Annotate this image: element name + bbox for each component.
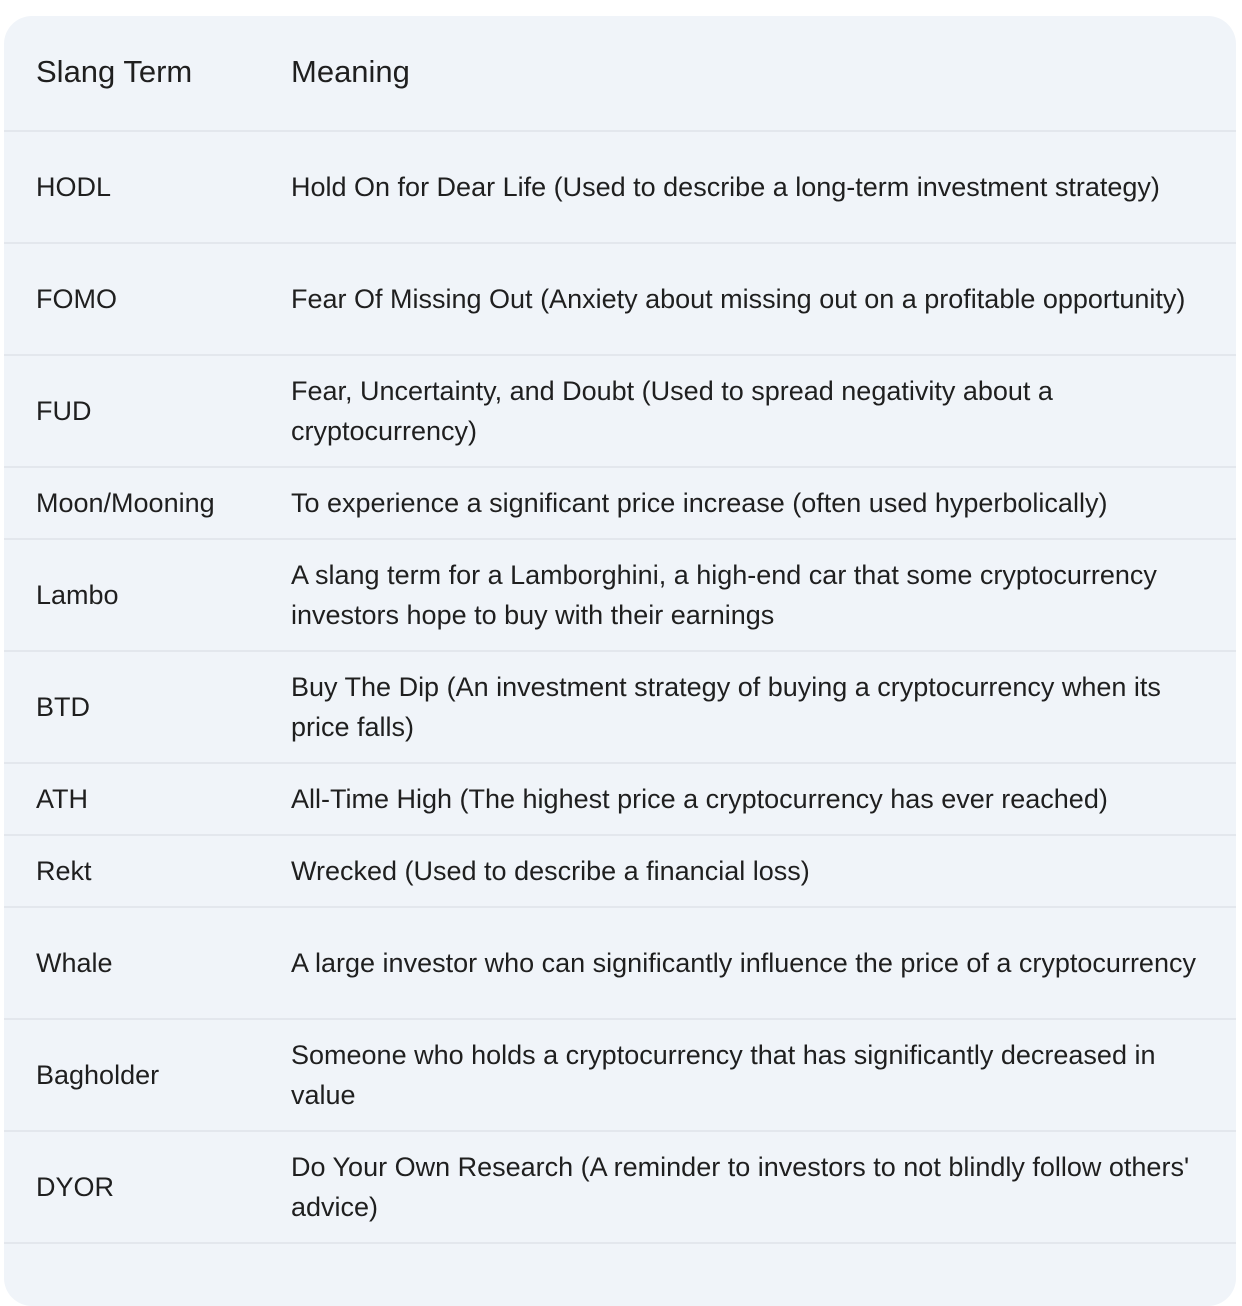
meaning-cell: Buy The Dip (An investment strategy of buying a cryptocurrency when its price falls) — [259, 651, 1236, 763]
term-cell: Lambo — [4, 539, 259, 651]
term-cell: Moon/Mooning — [4, 467, 259, 539]
header-meaning: Meaning — [259, 16, 1236, 131]
table-row — [4, 651, 1236, 763]
table-row — [4, 131, 1236, 243]
meaning-cell: All-Time High (The highest price a cryptocurrency has ever reached) — [259, 763, 1236, 835]
table-row — [4, 1131, 1236, 1243]
term-cell: Rekt — [4, 835, 259, 907]
meaning-cell-empty — [259, 1243, 1236, 1303]
slang-table-card — [4, 16, 1236, 1306]
meaning-cell: Wrecked (Used to describe a financial loss) — [259, 835, 1236, 907]
table-row — [4, 467, 1236, 539]
table-row — [4, 539, 1236, 651]
table-row — [4, 355, 1236, 467]
table-row — [4, 835, 1236, 907]
meaning-cell: Do Your Own Research (A reminder to investors to not blindly follow others' advice) — [259, 1131, 1236, 1243]
table-row-partial — [4, 1243, 1236, 1303]
meaning-cell: Fear Of Missing Out (Anxiety about missing out on a profitable opportunity) — [259, 243, 1236, 355]
table-header-row — [4, 16, 1236, 131]
header-slang-term: Slang Term — [4, 16, 259, 131]
term-cell: FOMO — [4, 243, 259, 355]
meaning-cell: A large investor who can significantly influence the price of a cryptocurrency — [259, 907, 1236, 1019]
term-cell: BTD — [4, 651, 259, 763]
meaning-cell: To experience a significant price increase (often used hyperbolically) — [259, 467, 1236, 539]
meaning-cell: Fear, Uncertainty, and Doubt (Used to spread negativity about a cryptocurrency) — [259, 355, 1236, 467]
term-cell: Whale — [4, 907, 259, 1019]
term-cell: FUD — [4, 355, 259, 467]
term-cell: ATH — [4, 763, 259, 835]
term-cell: Bagholder — [4, 1019, 259, 1131]
term-cell: HODL — [4, 131, 259, 243]
term-cell: DYOR — [4, 1131, 259, 1243]
meaning-cell: Hold On for Dear Life (Used to describe a long-term investment strategy) — [259, 131, 1236, 243]
term-cell-empty — [4, 1243, 259, 1303]
table-row — [4, 1019, 1236, 1131]
meaning-cell: A slang term for a Lamborghini, a high-end car that some cryptocurrency investors hope to buy with their earnings — [259, 539, 1236, 651]
slang-table — [4, 16, 1236, 1303]
table-row — [4, 763, 1236, 835]
table-row — [4, 243, 1236, 355]
table-row — [4, 907, 1236, 1019]
meaning-cell: Someone who holds a cryptocurrency that has significantly decreased in value — [259, 1019, 1236, 1131]
